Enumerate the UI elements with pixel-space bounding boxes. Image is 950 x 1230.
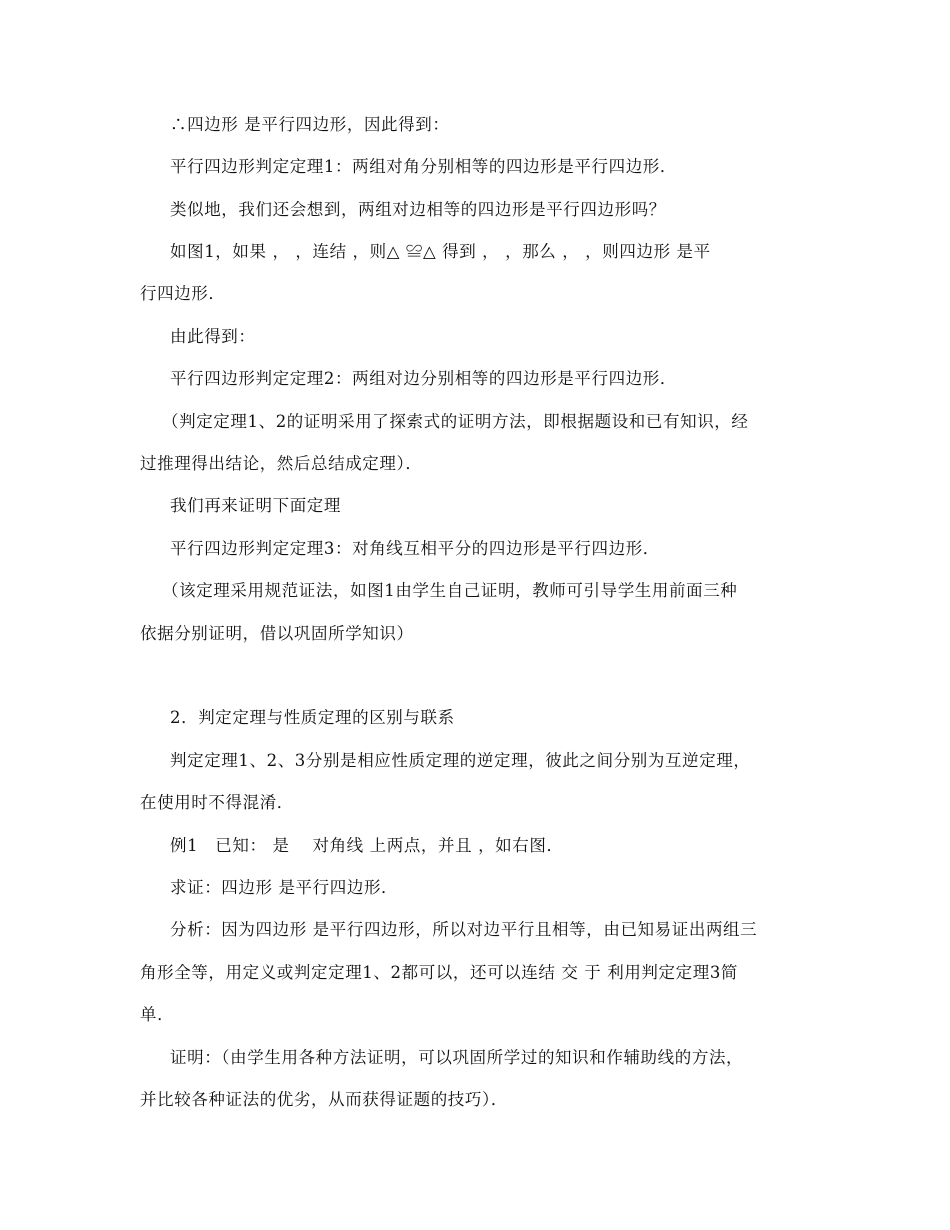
text-line-figure-1-cont: 行四边形． [140, 284, 226, 303]
text-line-note-1: （判定定理1、2的证明采用了探索式的证明方法，即根据题设和已有知识，经 [162, 412, 749, 431]
text-line-analysis: 分析：因为四边形 是平行四边形，所以对边平行且相等，由已知易证出两组三 [170, 920, 758, 939]
text-line-converse: 判定定理1、2、3分别是相应性质定理的逆定理，彼此之间分别为互逆定理， [170, 751, 751, 770]
text-line-proof-cont: 并比较各种证法的优劣，从而获得证题的技巧）． [140, 1090, 508, 1109]
text-line-converse-cont: 在使用时不得混淆． [140, 793, 294, 812]
text-line-conclusion: ∴四边形 是平行四边形，因此得到： [170, 115, 450, 134]
text-line-proof: 证明：（由学生用各种方法证明，可以巩固所学过的知识和作辅助线的方法， [170, 1048, 744, 1067]
text-line-theorem-2: 平行四边形判定定理2：两组对边分别相等的四边形是平行四边形． [170, 369, 677, 388]
text-line-note-2: （该定理采用规范证法，如图1由学生自己证明，教师可引导学生用前面三种 [162, 581, 738, 600]
text-line-analysis-end: 单． [140, 1005, 175, 1024]
text-line-note-2-cont: 依据分别证明，借以巩固所学知识） [140, 624, 414, 643]
text-line-question: 类似地，我们还会想到，两组对边相等的四边形是平行四边形吗？ [170, 200, 666, 219]
section-heading-2: 2．判定定理与性质定理的区别与联系 [170, 708, 455, 727]
text-line-example-1: 例1 已知： 是 对角线 上两点，并且 ，如右图． [170, 836, 564, 855]
text-line-analysis-cont: 角形全等，用定义或判定定理1、2都可以，还可以连结 交 于 利用判定定理3简 [140, 963, 739, 982]
text-line-hence: 由此得到： [170, 327, 256, 346]
text-line-figure-1: 如图1，如果 ， ，连结 ，则△ ≌△ 得到 ， ，那么 ， ，则四边形 是平 [170, 242, 711, 261]
text-line-prove: 求证：四边形 是平行四边形． [170, 878, 399, 897]
text-line-next-proof: 我们再来证明下面定理 [170, 496, 341, 515]
text-line-theorem-3: 平行四边形判定定理3：对角线互相平分的四边形是平行四边形． [170, 539, 660, 558]
text-line-note-1-cont: 过推理得出结论，然后总结成定理）． [140, 454, 423, 473]
text-line-theorem-1: 平行四边形判定定理1：两组对角分别相等的四边形是平行四边形． [170, 157, 677, 176]
